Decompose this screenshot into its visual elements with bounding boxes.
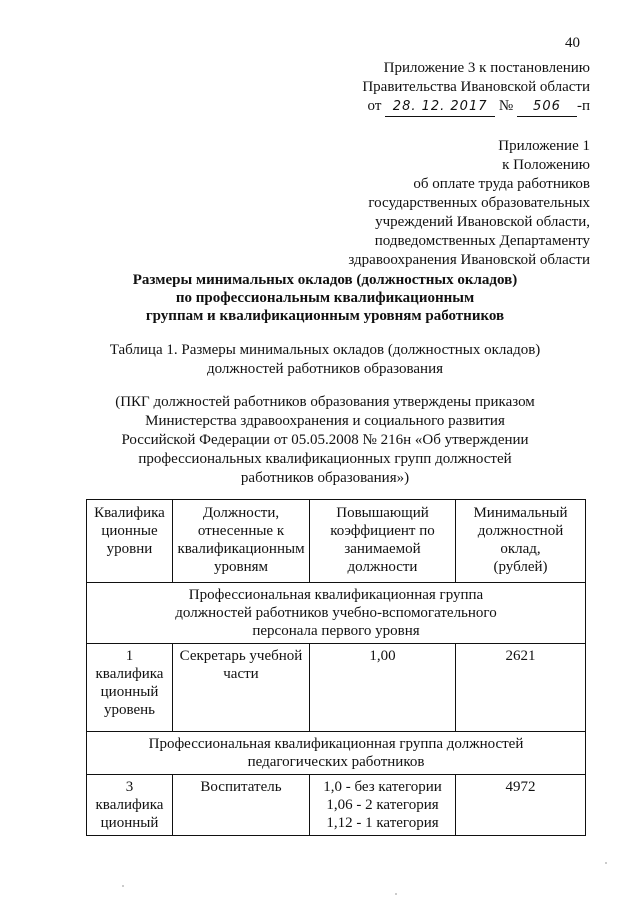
appendix-1-line: об оплате труда работников [413, 176, 590, 192]
appendix-3-line2: Правительства Ивановской области [362, 79, 590, 95]
header-line: (рублей) [493, 559, 548, 575]
cell-line: квалифика [95, 666, 164, 682]
header-line: Квалифика [94, 505, 165, 521]
group-1-title [87, 583, 586, 644]
row2-coefficient [310, 775, 456, 836]
group-row-1 [87, 583, 586, 644]
scan-speck [122, 885, 124, 887]
group-row-2 [87, 732, 586, 775]
appendix-1-line: подведомственных Департаменту [374, 233, 590, 249]
pkg-note-line: (ПКГ должностей работников образования утверждены приказом [115, 394, 535, 410]
handwritten-number: 506 [517, 97, 577, 117]
group-line: должностей работников учебно-вспомогательного [175, 605, 497, 621]
header-line: уровням [213, 559, 268, 575]
row2-salary: 4972 [456, 775, 586, 836]
header-line: Повышающий [336, 505, 429, 521]
cell-line: 1,0 - без категории [323, 779, 442, 795]
pkg-note [60, 393, 590, 488]
header-line: оклад, [500, 541, 541, 557]
caption-line: Таблица 1. Размеры минимальных окладов (должностных окладов) [109, 342, 541, 358]
cell-line: квалифика [95, 797, 164, 813]
cell-line: 1,00 [369, 648, 396, 664]
title-line: по профессиональным квалификационным [175, 290, 475, 306]
header-line: отнесенные к [197, 523, 285, 539]
header-levels [87, 500, 173, 583]
caption-line: должностей работников образования [206, 361, 443, 377]
header-salary [456, 500, 586, 583]
appendix-1-header [348, 137, 590, 270]
appendix-1-line: государственных образовательных [368, 195, 590, 211]
cell-line: части [223, 666, 259, 682]
row1-salary: 2621 [456, 644, 586, 732]
pkg-note-line: профессиональных квалификационных групп должностей [138, 451, 512, 467]
from-label: от [367, 98, 382, 114]
appendix-1-line: к Положению [502, 157, 590, 173]
group-line: Профессиональная квалификационная группа должностей [148, 736, 524, 752]
cell-line: ционный [100, 684, 159, 700]
header-positions [173, 500, 310, 583]
appendix-3-line1: Приложение 3 к постановлению [383, 60, 590, 76]
document-title [60, 271, 590, 325]
appendix-1-line: Приложение 1 [498, 138, 590, 154]
appendix-3-date-line [362, 97, 590, 117]
header-line: Минимальный [473, 505, 568, 521]
cell-line: 1,06 - 2 категория [326, 797, 439, 813]
row1-level [87, 644, 173, 732]
header-coefficient [310, 500, 456, 583]
cell-line: ционный [100, 815, 159, 831]
header-line: коэффициент по [330, 523, 435, 539]
table-row [87, 775, 586, 836]
header-line: должности [347, 559, 418, 575]
row2-level [87, 775, 173, 836]
pkg-note-line: Министерства здравоохранения и социального развития [145, 413, 505, 429]
row1-coefficient [310, 644, 456, 732]
appendix-1-line: учреждений Ивановской области, [375, 214, 590, 230]
title-line: Размеры минимальных окладов (должностных окладов) [132, 272, 518, 288]
cell-line: Воспитатель [200, 779, 282, 795]
scan-speck [395, 893, 397, 895]
pkg-note-line: работников образования») [240, 470, 410, 486]
header-line: занимаемой [344, 541, 421, 557]
header-line: ционные [101, 523, 158, 539]
row1-position [173, 644, 310, 732]
cell-line: Секретарь учебной [179, 648, 303, 664]
pkg-note-line: Российской Федерации от 05.05.2008 № 216н «Об утверждении [121, 432, 529, 448]
table-row [87, 644, 586, 732]
number-suffix: -п [576, 98, 590, 114]
salary-table [86, 499, 586, 836]
scan-speck [605, 862, 607, 864]
row2-position [173, 775, 310, 836]
appendix-1-line: здравоохранения Ивановской области [348, 252, 590, 268]
number-label: № [498, 98, 514, 114]
page-number: 40 [565, 35, 580, 51]
group-2-title [87, 732, 586, 775]
header-line: Должности, [202, 505, 280, 521]
header-line: уровни [106, 541, 153, 557]
cell-line: 1,12 - 1 категория [326, 815, 439, 831]
group-line: педагогических работников [247, 754, 425, 770]
title-line: группам и квалификационным уровням работников [145, 308, 505, 324]
header-line: квалификационным [177, 541, 305, 557]
handwritten-date: 28. 12. 2017 [385, 97, 495, 117]
group-line: Профессиональная квалификационная группа [188, 587, 484, 603]
cell-line: 3 [125, 779, 134, 795]
cell-line: 1 [125, 648, 134, 664]
group-line: персонала первого уровня [252, 623, 420, 639]
table-caption [60, 341, 590, 379]
header-line: должностной [477, 523, 564, 539]
appendix-3-header [362, 59, 590, 117]
cell-line: уровень [103, 702, 156, 718]
table-header-row [87, 500, 586, 583]
